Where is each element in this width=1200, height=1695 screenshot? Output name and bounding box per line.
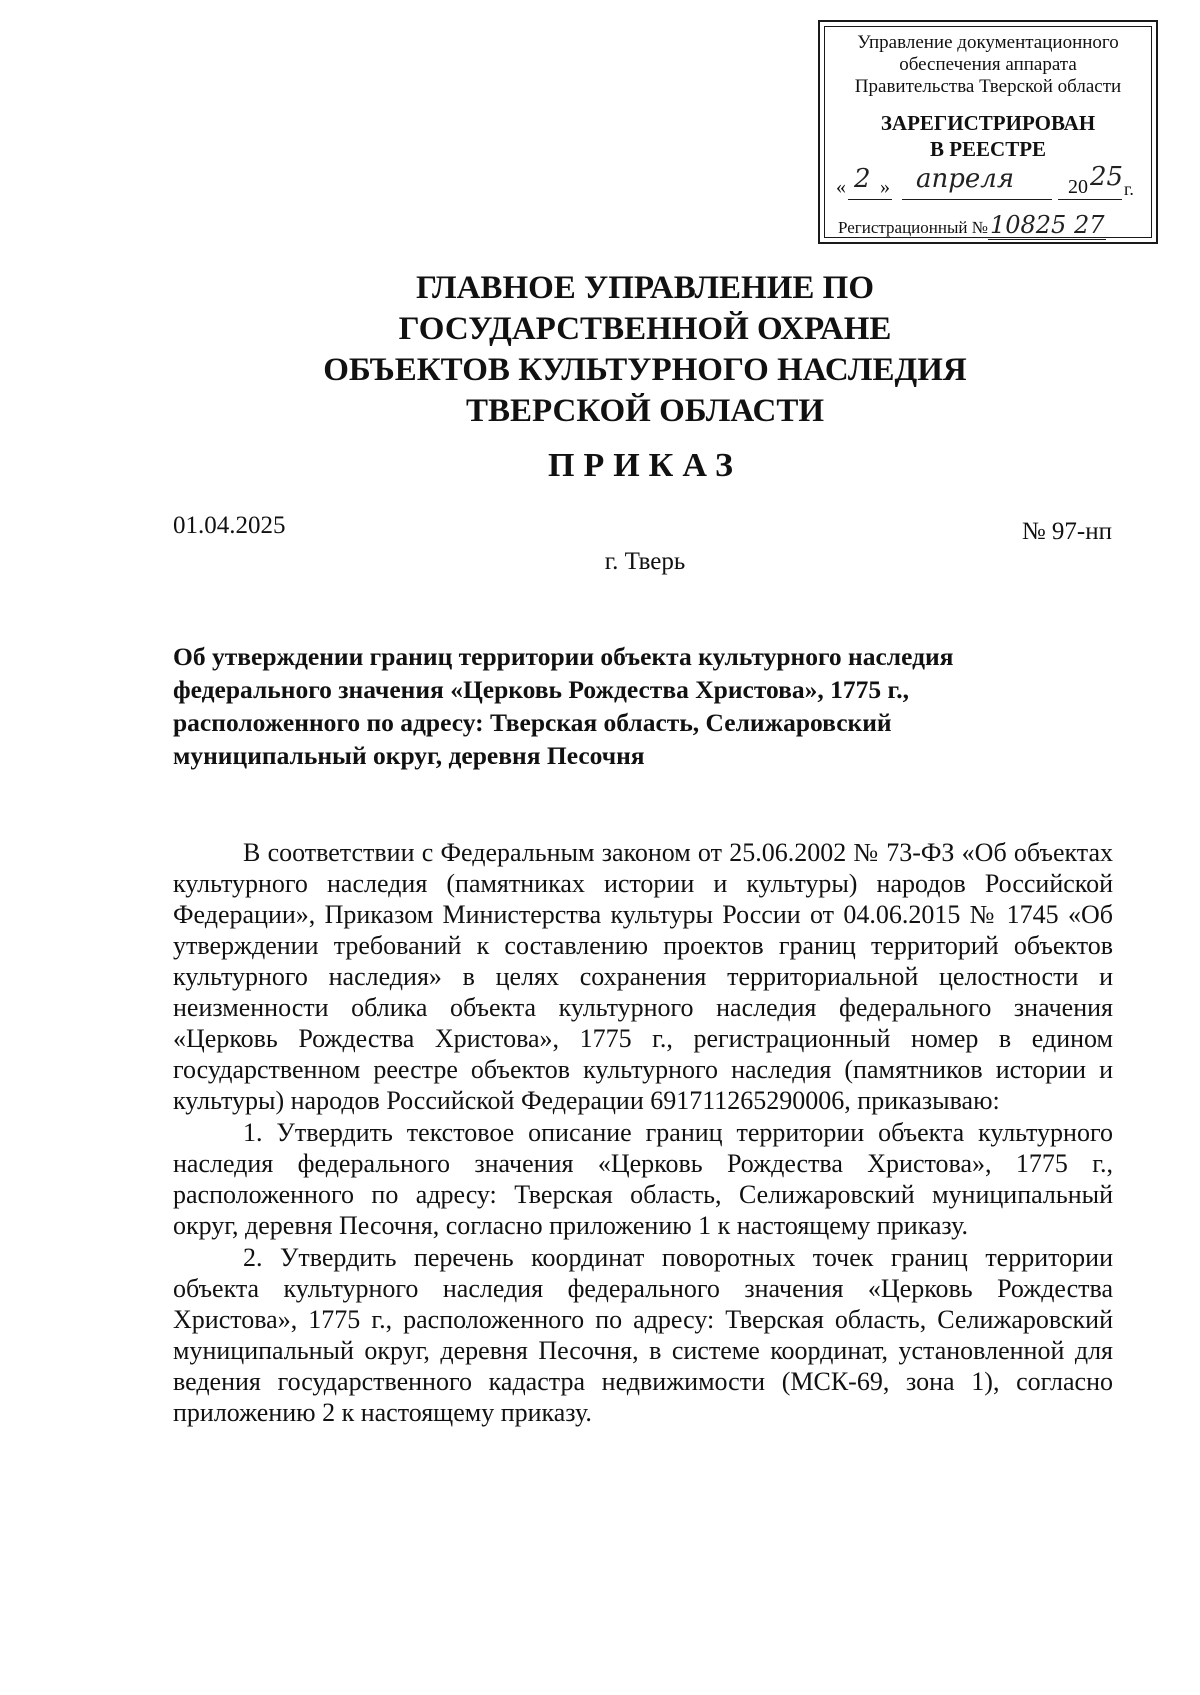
- stamp-registered-line2: В РЕЕСТРЕ: [929, 137, 1047, 161]
- stamp-inner-frame: [824, 26, 1152, 238]
- document-type: ПРИКАЗ: [548, 447, 742, 484]
- org-line4: ТВЕРСКОЙ ОБЛАСТИ: [465, 393, 825, 429]
- stamp-year-mark: г.: [1124, 179, 1134, 199]
- org-line2: ГОСУДАРСТВЕННОЙ ОХРАНЕ: [398, 311, 892, 347]
- org-line1: ГЛАВНОЕ УПРАВЛЕНИЕ ПО: [416, 270, 874, 306]
- stamp-month-underline: [902, 199, 1052, 200]
- document-date: 01.04.2025: [173, 512, 286, 539]
- registration-stamp: [818, 20, 1158, 244]
- stamp-registered-line1: ЗАРЕГИСТРИРОВАН: [880, 111, 1096, 135]
- stamp-dept-line1: Управление документационного: [857, 32, 1119, 53]
- stamp-close-quote: »: [880, 176, 890, 198]
- stamp-day-underline: [848, 199, 892, 200]
- stamp-year-prefix: 20: [1068, 176, 1088, 198]
- org-line3: ОБЪЕКТОВ КУЛЬТУРНОГО НАСЛЕДИЯ: [323, 352, 967, 388]
- document-body: [173, 837, 1113, 1428]
- stamp-year-underline: [1058, 199, 1122, 200]
- stamp-date-line: [836, 162, 1146, 202]
- stamp-reg-label: Регистрационный №: [838, 218, 988, 237]
- stamp-year-suffix: 25: [1090, 162, 1124, 192]
- stamp-day: 2: [854, 164, 871, 194]
- preamble-paragraph: В соответствии с Федеральным законом от 25.06.2002 № 73-ФЗ «Об объектах культурного наследия (памятниках истории и культуры) народов Российской Федерации», Приказом Министерства культуры России от 04.06.2015 № 1745 «Об утверждении требований к составлению проектов границ территорий объектов культурного наследия» в целях сохранения территориальной целостности и неизменности облика объекта культурного наследия федерального значения «Церковь Рождества Христова», 1775 г., регистрационный номер в едином государственном реестре объектов культурного наследия (памятников истории и культуры) народов Российской Федерации 691711265290006, приказываю:: [173, 838, 1113, 1115]
- stamp-dept-line2: обеспечения аппарата: [899, 54, 1077, 75]
- organization-name: [0, 268, 1200, 432]
- stamp-month: апреля: [916, 164, 1015, 194]
- document-title: Об утверждении границ территории объекта культурного наследия федерального значения «Церковь Рождества Христова», 1775 г., расположенного по адресу: Тверская область, Селижаровский муниципальный округ, деревня Песочня: [173, 642, 954, 770]
- item-1-paragraph: 1. Утвердить текстовое описание границ территории объекта культурного наследия федерального значения «Церковь Рождества Христова», 1775 г., расположенного по адресу: Тверская область, Селижаровский муниципальный округ, деревня Песочня, согласно приложению 1 к настоящему приказу.: [173, 1118, 1113, 1240]
- stamp-reg-number: 10825 27: [989, 211, 1105, 239]
- document-city: г. Тверь: [604, 548, 686, 575]
- stamp-dept-line3: Правительства Тверской области: [854, 76, 1122, 97]
- item-2-paragraph: 2. Утвердить перечень координат поворотных точек границ территории объекта культурного наследия федерального значения «Церковь Рождества Христова», 1775 г., расположенного по адресу: Тверская область, Селижаровский муниципальный округ, деревня Песочня, в системе координат, установленной для ведения государственного кадастра недвижимости (МСК-69, зона 1), согласно приложению 2 к настоящему приказу.: [173, 1243, 1113, 1427]
- stamp-reg-number-line: [838, 211, 1106, 239]
- stamp-open-quote: «: [836, 176, 846, 198]
- document-number: № 97-нп: [1021, 518, 1112, 545]
